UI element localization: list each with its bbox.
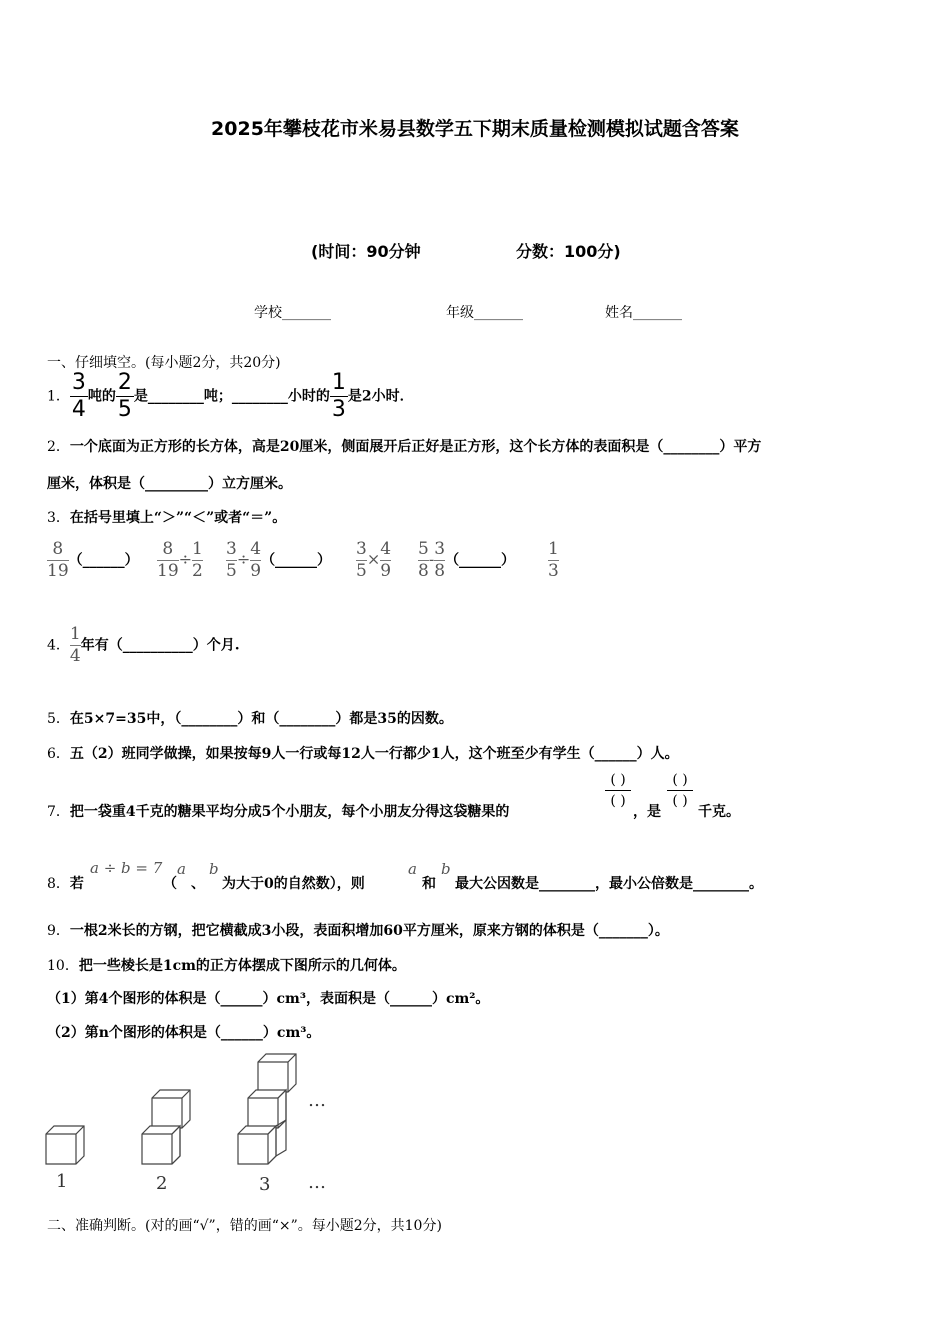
question-number: 8． xyxy=(47,876,70,892)
question-text: 在5×7=35中，（________）和（________）都是35的因数。 xyxy=(69,711,453,727)
fraction: $\frac{3}{4}$ xyxy=(71,370,86,422)
question-number: 3． xyxy=(47,510,70,526)
question-text: 为大于0的自然数），则 xyxy=(222,876,365,892)
question-7-mid: ，是 xyxy=(633,804,661,820)
compare-row-2 xyxy=(226,541,331,580)
answer-blank: （______） xyxy=(68,552,139,569)
fraction: $\frac{4}{9}$ xyxy=(250,539,262,581)
variable-b: b xyxy=(209,860,219,878)
page-title: 2025年攀枝花市米易县数学五下期末质量检测模拟试题含答案 xyxy=(211,118,739,140)
question-2-line-1 xyxy=(47,436,761,456)
answer-blank: （______） xyxy=(445,552,516,569)
operator: ÷ xyxy=(236,549,251,569)
question-number: 4． xyxy=(47,637,70,654)
operator: × xyxy=(366,549,381,569)
question-text: 吨的 xyxy=(87,388,116,405)
question-number: 5． xyxy=(47,711,70,727)
compare-expression-1 xyxy=(157,541,203,580)
question-number: 10． xyxy=(47,958,79,974)
continuation-dots: … xyxy=(308,1172,326,1193)
question-10 xyxy=(47,955,406,975)
fraction: $\frac{1}{3}$ xyxy=(331,370,346,422)
operator: - xyxy=(428,549,435,569)
answer-blank: （______） xyxy=(261,552,332,569)
name-field: 姓名_______ xyxy=(605,305,682,321)
cube-figure xyxy=(40,1050,350,1195)
question-7-end: 千克。 xyxy=(698,804,740,820)
fraction-blank-1: ( ) ( ) xyxy=(605,772,631,809)
fraction: $\frac{5}{8}$ xyxy=(418,539,429,581)
question-7 xyxy=(47,801,509,821)
figure-label-1: 1 xyxy=(56,1171,68,1192)
question-text: 若 xyxy=(69,876,84,892)
grade-field: 年级_______ xyxy=(446,305,523,321)
question-text: 是________吨；________小时的 xyxy=(133,388,330,405)
question-text: 把一些棱长是1cm的正方体摆成下图所示的几何体。 xyxy=(78,958,406,974)
question-1 xyxy=(47,372,414,421)
exam-score: 分数：100分) xyxy=(516,242,621,261)
figure-label-2: 2 xyxy=(156,1173,168,1194)
fraction: $\frac{2}{5}$ xyxy=(117,370,132,422)
question-9 xyxy=(47,920,669,940)
cube-stack-2 xyxy=(142,1090,190,1164)
compare-expression-2 xyxy=(356,541,391,580)
fraction: $\frac{1}{3}$ xyxy=(548,539,559,581)
fraction: $\frac{8}{19}$ xyxy=(47,539,69,581)
separator: 、 xyxy=(191,876,205,892)
cube-stack-3 xyxy=(238,1054,296,1164)
variable-a: a xyxy=(408,860,417,878)
question-10-part-1: （1）第4个图形的体积是（______）cm³，表面积是（______）cm²。 xyxy=(47,991,490,1007)
variable-b: b xyxy=(441,860,451,878)
question-text: 一个底面为正方形的长方体，高是20厘米，侧面展开后正好是正方形，这个长方体的表面积是（________）平方 xyxy=(69,439,762,455)
section-2-heading: 二、准确判断。(对的画“√”，错的画“×”。每小题2分，共10分) xyxy=(47,1218,442,1234)
section-1-heading: 一、仔细填空。(每小题2分，共20分) xyxy=(47,355,281,371)
fraction: $\frac{3}{5}$ xyxy=(356,539,367,581)
exam-time: (时间：90分钟 xyxy=(311,242,421,261)
compare-row-3 xyxy=(418,541,515,580)
fraction: $\frac{1}{2}$ xyxy=(192,539,203,581)
question-number: 7． xyxy=(47,804,70,820)
variable-a: a xyxy=(177,860,186,878)
question-text: 和 xyxy=(422,876,436,892)
fraction: $\frac{4}{9}$ xyxy=(380,539,392,581)
question-4 xyxy=(47,626,240,665)
school-field: 学校_______ xyxy=(254,305,331,321)
question-text: 五（2）班同学做操，如果按每9人一行或每12人一行都少1人，这个班至少有学生（______）人。 xyxy=(69,746,679,762)
fraction: $\frac{1}{4}$ xyxy=(69,624,81,666)
question-text: 把一袋重4千克的糖果平均分成5个小朋友，每个小朋友分得这袋糖果的 xyxy=(69,804,510,820)
figure-label-3: 3 xyxy=(259,1174,271,1195)
expression: a ÷ b = 7 xyxy=(90,859,163,877)
question-text: 年有（__________）个月. xyxy=(80,637,240,654)
cube-stack-1 xyxy=(46,1126,84,1164)
question-number: 6． xyxy=(47,746,70,762)
question-5 xyxy=(47,708,453,728)
question-text: 一根2米长的方钢，把它横截成3小段，表面积增加60平方厘米，原来方钢的体积是（_______）。 xyxy=(69,923,669,939)
compare-expression-3 xyxy=(548,541,559,580)
fraction: $\frac{3}{8}$ xyxy=(434,539,446,581)
question-text: 是2小时． xyxy=(347,388,414,405)
operator: ÷ xyxy=(178,549,193,569)
question-text: 最大公因数是________，最小公倍数是________。 xyxy=(455,876,763,892)
question-number: 9． xyxy=(47,923,70,939)
question-2-line-2: 厘米，体积是（_________）立方厘米。 xyxy=(47,476,292,492)
fraction: $\frac{8}{19}$ xyxy=(157,539,179,581)
paren-open: （ xyxy=(163,876,177,892)
question-text: 在括号里填上“＞”“＜”或者“＝”。 xyxy=(69,510,287,526)
question-number: 2． xyxy=(47,439,70,455)
question-8 xyxy=(47,873,84,893)
fraction: $\frac{3}{5}$ xyxy=(226,539,237,581)
compare-row-1 xyxy=(47,541,139,580)
continuation-dots: … xyxy=(308,1090,326,1111)
question-number: 1． xyxy=(47,388,70,405)
question-6 xyxy=(47,743,679,763)
question-3 xyxy=(47,507,286,527)
question-10-part-2: （2）第n个图形的体积是（______）cm³。 xyxy=(47,1025,321,1041)
fraction-blank-2: ( ) ( ) xyxy=(667,772,693,809)
